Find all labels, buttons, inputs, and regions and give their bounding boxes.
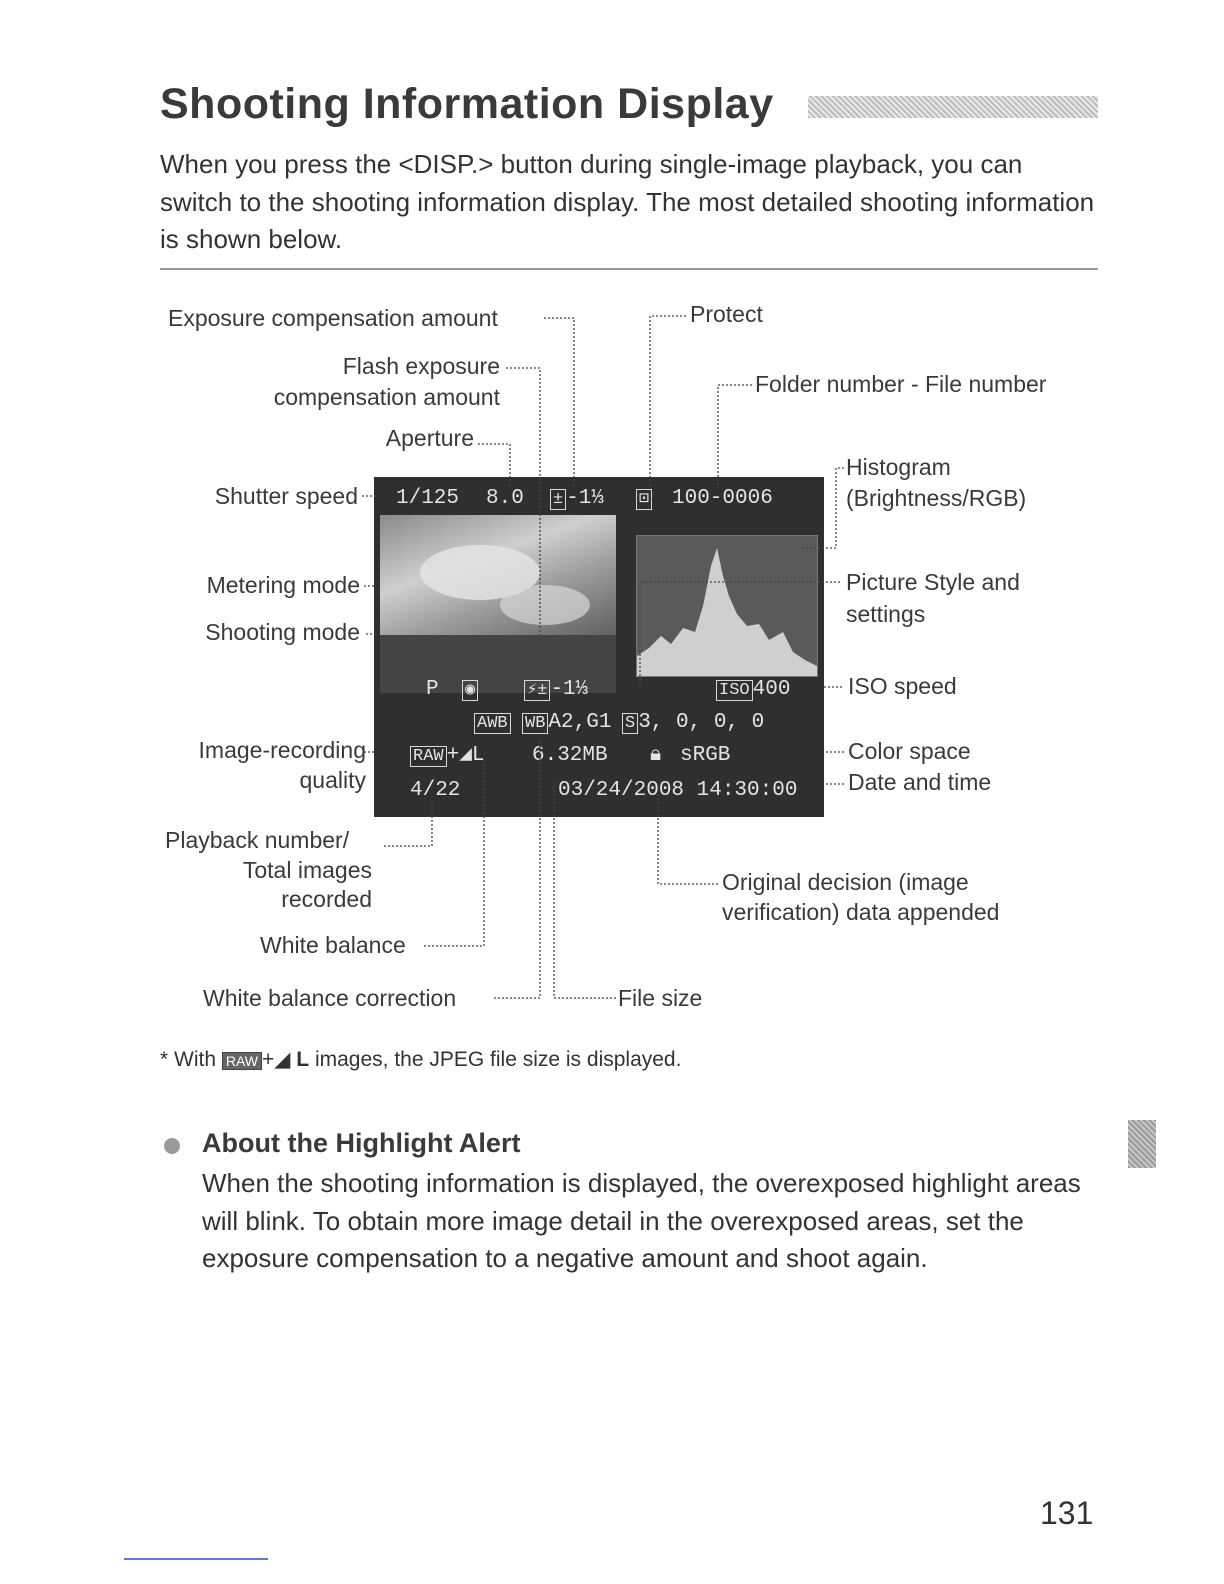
histogram-graph: [637, 536, 817, 676]
osd-aperture: 8.0: [486, 487, 524, 510]
picture-style-icon: S: [622, 713, 638, 734]
label-protect: Protect: [690, 301, 763, 327]
protect-icon: ⊡: [636, 487, 652, 512]
label-picture-style-2: settings: [846, 601, 926, 627]
highlight-alert-text: When the shooting information is displayed, the overexposed highlight areas will blink. To obtain more image detail in the overexposed areas, set the exposure compensation to a negative amount and shoot again.: [202, 1168, 1081, 1273]
osd-shutter-speed: 1/125: [396, 487, 460, 510]
cloud-shape: [500, 585, 590, 625]
metering-icon: ◉: [462, 678, 478, 703]
osd-wb-shift: WB A2,G1: [522, 711, 611, 736]
label-date-time: Date and time: [848, 769, 992, 795]
label-folder-file: Folder number - File number: [755, 371, 1047, 397]
label-histogram-2: (Brightness/RGB): [846, 485, 1027, 511]
highlight-alert-title: About the Highlight Alert: [202, 1128, 521, 1158]
label-original-decision: Original decision (image: [722, 869, 969, 895]
chapter-tab: [1128, 1120, 1156, 1168]
bullet-icon: [164, 1138, 180, 1154]
label-picture-style: Picture Style and: [846, 569, 1020, 595]
label-flash-exposure-2: compensation amount: [273, 384, 500, 410]
label-white-balance: White balance: [260, 932, 406, 958]
osd-white-balance: AWB: [474, 711, 511, 736]
label-image-recording-2: quality: [299, 767, 366, 793]
camera-lcd-screen: [374, 477, 824, 817]
label-histogram: Histogram: [846, 454, 951, 480]
label-playback-number: Playback number/: [165, 827, 350, 853]
label-aperture: Aperture: [385, 425, 474, 451]
lock-icon: 🔒︎: [650, 744, 662, 767]
raw-icon: RAW: [222, 1052, 262, 1070]
wb-shift-icon: WB: [522, 713, 548, 734]
osd-file-size: 6.32MB: [532, 744, 608, 767]
osd-exposure-comp: ± -1⅓: [550, 487, 604, 512]
osd-folder-file: 100-0006: [672, 487, 773, 510]
label-shooting-mode: Shooting mode: [205, 619, 360, 645]
footnote: * With RAW +◢ L images, the JPEG file size is displayed.: [160, 1048, 682, 1071]
osd-shooting-mode: P: [426, 678, 439, 701]
bottom-accent-line: [124, 1558, 268, 1560]
exposure-comp-icon: ±: [550, 489, 566, 510]
label-total-images: Total images: [242, 857, 372, 883]
thumbnail-photo: [380, 515, 616, 693]
histogram-shape: [637, 548, 817, 676]
label-iso-speed: ISO speed: [848, 673, 957, 699]
osd-image-quality: RAW +◢L: [410, 744, 484, 769]
label-metering-mode: Metering mode: [206, 572, 360, 598]
osd-flash-comp: ⚡± -1⅓: [524, 678, 588, 703]
label-image-recording: Image-recording: [198, 737, 366, 763]
osd-playback-number: 4/22: [410, 779, 461, 802]
flash-comp-icon: ⚡±: [524, 680, 550, 701]
label-wb-correction: White balance correction: [203, 985, 457, 1011]
osd-date-time: 03/24/2008 14:30:00: [558, 779, 798, 802]
label-exposure-compensation: Exposure compensation amount: [168, 305, 498, 331]
label-file-size: File size: [618, 985, 703, 1011]
title-decoration-bar: [808, 96, 1098, 118]
page-title: Shooting Information Display: [160, 80, 774, 128]
osd-picture-style: S 3, 0, 0, 0: [622, 711, 764, 736]
histogram-box: [636, 535, 818, 677]
intro-paragraph: When you press the <DISP.> button during single-image playback, you can switch to the shooting information display. The most detailed shooting information is shown below.: [160, 149, 1095, 254]
osd-color-space: sRGB: [680, 744, 731, 767]
label-color-space: Color space: [848, 738, 971, 764]
label-recorded: recorded: [281, 886, 372, 912]
jpeg-quality-icon: ◢: [274, 1048, 291, 1071]
label-shutter-speed: Shutter speed: [214, 483, 358, 509]
osd-iso: ISO 400: [716, 678, 790, 703]
divider: [160, 268, 1098, 270]
page-number: 131: [1040, 1495, 1094, 1531]
label-original-decision-2: verification) data appended: [722, 899, 1000, 925]
label-flash-exposure: Flash exposure: [342, 353, 500, 379]
